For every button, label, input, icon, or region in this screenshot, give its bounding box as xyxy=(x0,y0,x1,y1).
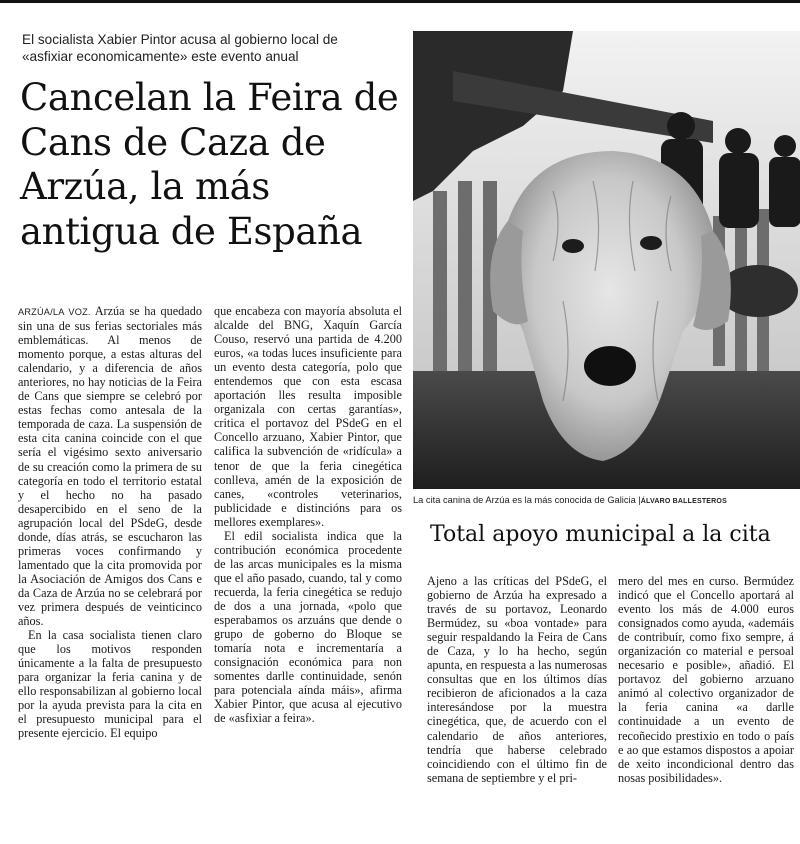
body-column-4 xyxy=(618,574,794,785)
byline: ARZÚA/LA VOZ. xyxy=(18,307,91,317)
lead-paragraph xyxy=(18,304,202,628)
sidebar-title: Total apoyo municipal a la cita xyxy=(430,522,771,547)
dog-photo-image xyxy=(413,31,800,489)
lead-text: Arzúa se ha quedado sin una de sus ferias sectoriales más emblemáticas. Al menos de momento porque, a estas alturas del calendario, y a diferencia de años anteriores, no hay noticias de la Feira de Cans que siempre se celebró por estas fechas como antesala de la temporada de caza. La suspensión de esta cita canina coincide con el que sería el vigésimo sexto aniversario de su creación como la primera de su categoría en todo el territorio estatal y el hecho no ha pasado desapercibido en el seno de la agrupación local del PSdeG, desde donde, días atrás, se escucharon las primeras voces confirmando y lamentado que la cita promovida por la Asociación de Amigos dos Cans e da Caza de Arzúa no se celebrará por vez primera después de veinticinco años. xyxy=(18,304,202,629)
paragraph: En la casa socialista tienen claro que los motivos responden únicamente a la falta de presupuesto para organizar la feria canina y de ello responsabilizan al gobierno local por la ayuda prevista para la cita en el presupuesto municipal para el presente ejercicio. El equipo xyxy=(18,628,202,741)
body-column-3 xyxy=(427,574,607,785)
body-column-2 xyxy=(214,304,402,725)
dog-photo xyxy=(413,31,800,489)
headline: Cancelan la Feira de Cans de Caza de Arzúa, la más antigua de España xyxy=(20,76,399,253)
caption-text: La cita canina de Arzúa es la más conocida de Galicia xyxy=(413,495,636,505)
body-column-1 xyxy=(18,304,202,740)
photo-credit: ÁLVARO BALLESTEROS xyxy=(640,498,727,505)
paragraph: El edil socialista indica que la contribución económica procedente de las arcas municipales es la misma que el año pasado, cuando, tal y como recuerda, la feria cinegética se redujo de dos a una jornada, «polo que esperabamos os arzuáns que dende o grupo de goberno do Bloque se tomaría nota e incrementaría a consignación económica para non somentes darlle continuidade, senón para potenciala aínda máis», afirma Xabier Pintor, que acusa al ejecutivo de «asfixiar a feira». xyxy=(214,528,402,726)
paragraph: Ajeno a las críticas del PSdeG, el gobierno de Arzúa ha expresado a través de su portavoz, Leonardo Bermúdez, su «boa vontade» para seguir respaldando la Feira de Cans de Caza, y lo ha hecho, según apunta, en respuesta a las numerosas consultas que en los últimos días recibieron de aficionados a la caza interesándose por la muestra cinegética, que, de acuerdo con el calendario de años anteriores, tendría que haberse celebrado coincidiendo con el último fin de semana de septiembre y el pri- xyxy=(427,574,607,785)
kicker: El socialista Xabier Pintor acusa al gobierno local de «asfixiar economicamente» este evento anual xyxy=(22,32,338,64)
credit-separator: | xyxy=(638,495,641,505)
top-rule xyxy=(0,0,800,3)
paragraph: que encabeza con mayoría absoluta el alcalde del BNG, Xaquín García Couso, reservó una partida de 4.200 euros, «a todas luces insuficiente para un evento desta categoría, polo que entendemos que con esta escasa aportación lles resulta imposible organizala con certas garantías», critica el portavoz del PSdeG en el Concello arzuano, Xabier Pintor, que califica la subvención de «ridícula» a tenor de que la feria cinegética conlleva, amén de la exposición de canes, «controles veterinarios, publicidade e distincións para os mellores exemplares». xyxy=(214,304,402,529)
photo-caption xyxy=(413,495,800,505)
paragraph: mero del mes en curso. Bermúdez indicó que el Concello aportará al evento los más de 4.000 euros consignados como ayuda, «ademáis de contribuír, como fixo sempre, á organización co material e persoal necesario e posible», añadió. El portavoz del gobierno arzuano animó al colectivo organizador de la feria canina «a darlle continuidade a un evento de recoñecido prestixio en todo o país e ao que estamos dispostos a apoiar de xeito incondicional dentro das nosas posibilidades». xyxy=(618,574,794,785)
